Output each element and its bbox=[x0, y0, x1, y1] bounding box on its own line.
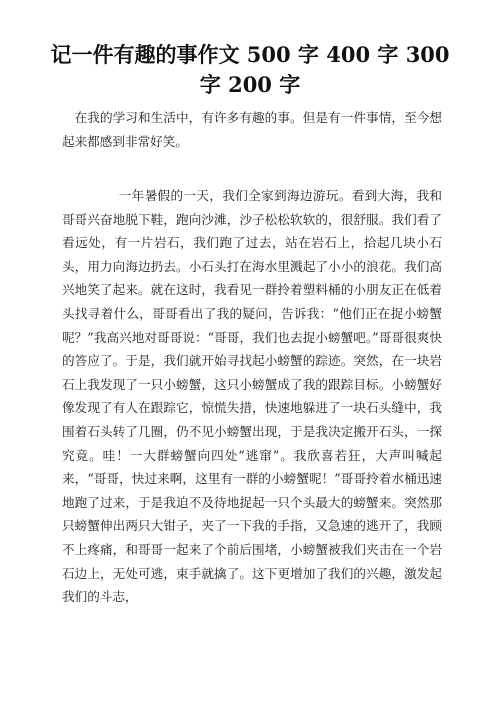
intro-paragraph: 在我的学习和生活中，有许多有趣的事。但是有一件事情，至今想起来都感到非常好笑。 bbox=[62, 110, 442, 149]
document-title: 记一件有趣的事作文 500 字 400 字 300 字 200 字 bbox=[50, 42, 450, 97]
body-paragraph: 一年暑假的一天，我们全家到海边游玩。看到大海，我和哥哥兴奋地脱下鞋，跑向沙滩，沙子松松软软的，很舒服。我们看了看远处，有一片岩石，我们跑了过去，站在岩石上，拾起几块小石头，用力向海边扔去。小石头打在海水里溅起了小小的浪花。我们高兴地笑了起来。就在这时，我看见一群拎着塑料桶的小朋友正在低着头找寻着什么，哥哥看出了我的疑问，告诉我：“他们正在捉小螃蟹呢？”我高兴地对哥哥说：“哥哥，我们也去捉小螃蟹吧。”哥哥很爽快的答应了。于是，我们就开始寻找起小螃蟹的踪迹。突然，在一块岩石上我发现了一只小螃蟹，这只小螃蟹成了我的跟踪目标。小螃蟹好像发现了有人在跟踪它，惊慌失措，快速地躲进了一块石头缝中，我围着石头转了几圈，仍不见小螃蟹出现，于是我决定搬开石头，一探究竟。哇！一大群螃蟹向四处“逃窜”。我欣喜若狂，大声叫喊起来，“哥哥，快过来啊，这里有一群的小螃蟹呢！”哥哥拎着水桶迅速地跑了过来，于是我迫不及待地捉起一只个头最大的螃蟹来。突然那只螃蟹伸出两只大钳子，夹了一下我的手指，又急速的逃开了，我顾不上疼痛，和哥哥一起来了个前后围堵，小螃蟹被我们夹击在一个岩石边上，无处可逃，束手就擒了。这下更增加了我们的兴趣，激发起我们的斗志， bbox=[62, 188, 442, 605]
